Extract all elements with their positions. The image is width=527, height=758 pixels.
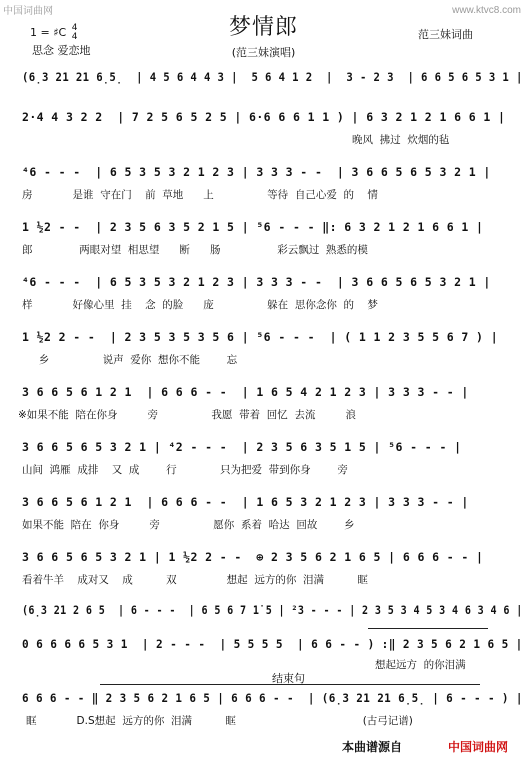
lyrics-line-10: 看着牛羊 成对又 成 双 想起 远方的你 泪满 眶 <box>22 574 368 586</box>
notation-line-1: (6̣3 21 21 6̣5̣ | 4 5 6 4 4 3 | 5 6 4 1 2 | 3 - 2 3 | 6 6 5 6 5 3 1 | <box>22 70 523 84</box>
lyrics-line-13: 眶 D.S想起 远方的你 泪满 眶 (古弓记谱) <box>26 715 413 727</box>
songwriter-credit: 范三妹词曲 <box>418 28 473 41</box>
lyrics-line-12: 想起远方 的你泪满 <box>375 659 466 671</box>
footer-site-link[interactable]: 中国词曲网 <box>448 740 509 754</box>
footer-source-label: 本曲谱源自 <box>342 740 403 754</box>
volta-bracket <box>368 628 488 629</box>
lyrics-line-9: 如果不能 陪在 你身 旁 愿你 系着 哈达 回故 乡 <box>22 519 355 531</box>
lyrics-line-4: 郎 两眼对望 相思望 断 肠 彩云飘过 熟悉的模 <box>22 244 368 256</box>
time-top: 4 <box>71 23 78 33</box>
watermark-right: www.ktvc8.com <box>452 5 521 16</box>
notation-line-7: 3 6 6 5 6 1 2 1 | 6 6 6 - - | 1 6 5 4 2 1 2 3 | 3 3 3 - - | <box>22 385 469 399</box>
notation-line-11: (6̣3 21 2 6 5 | 6 - - - | 6 5 6 7 1̇ 5 | ²3 - - - | 2 3 5 3 4 5 3 4 6 3 4 6 | <box>22 603 523 617</box>
mood-marking: 思念 爱恋地 <box>32 44 91 57</box>
time-bottom: 4 <box>71 32 78 42</box>
notation-line-13: 6 6 6 - - ‖ 2 3 5 6 2 1 6 5 | 6 6 6 - - | (6̣3 21 21 6̣5̣ | 6 - - - ) | <box>22 691 523 705</box>
notation-line-4: 1 ½2 - - | 2 3 5 6 3 5 2 1 5 | ⁵6 - - - ‖: 6 3 2 1 2 1 6 6 1 | <box>22 220 484 234</box>
notation-line-3: ⁴6 - - - | 6 5 3 5 3 2 1 2 3 | 3 3 3 - - | 3 6 6 5 6 5 3 2 1 | <box>22 165 491 179</box>
notation-line-12: 0 6 6 6 6 5 3 1 | 2 - - - | 5 5 5 5 | 6 6 - - ) :‖ 2 3 5 6 2 1 6 5 | <box>22 637 523 651</box>
notation-line-10: 3 6 6 5 6 5 3 2 1 | 1 ½2 2 - - ⊕ 2 3 5 6 2 1 6 5 | 6 6 6 - - | <box>22 550 484 564</box>
key-text: 1 = ♯C <box>30 26 67 39</box>
notation-line-5: ⁴6 - - - | 6 5 3 5 3 2 1 2 3 | 3 3 3 - - | 3 6 6 5 6 5 3 2 1 | <box>22 275 491 289</box>
lyrics-line-5: 样 好像心里 挂 念 的脸 庞 躲在 思你念你 的 梦 <box>22 299 378 311</box>
song-title: 梦情郎 <box>228 15 298 40</box>
watermark-left: 中国词曲网 <box>3 6 53 17</box>
notation-line-2: 2·4 4 3 2 2 | 7 2 5 6 5 2 5 | 6·6 6 6 1 1 ) | 6 3 2 1 2 1 6 6 1 | <box>22 110 506 124</box>
lyrics-line-8: 山间 鸿雁 成排 又 成 行 只为把爱 带到你身 旁 <box>22 464 348 476</box>
song-subtitle: (范三妹演唱) <box>231 46 296 59</box>
lyrics-line-6: 乡 说声 爱你 想你不能 忘 <box>22 354 238 366</box>
notation-line-9: 3 6 6 5 6 1 2 1 | 6 6 6 - - | 1 6 5 3 2 1 2 3 | 3 3 3 - - | <box>22 495 469 509</box>
lyrics-line-2: 晚风 拂过 炊烟的毡 <box>352 134 450 146</box>
lyrics-line-3: 房 是谁 守在门 前 草地 上 等待 自己心爱 的 情 <box>22 189 378 201</box>
notation-line-8: 3 6 6 5 6 5 3 2 1 | ⁴2 - - - | 2 3 5 6 3 5 1 5 | ⁵6 - - - | <box>22 440 462 454</box>
lyrics-line-7: ※如果不能 陪在你身 旁 我愿 带着 回忆 去流 浪 <box>18 409 356 421</box>
notation-line-6: 1 ½2 2 - - | 2 3 5 3 5 3 5 6 | ⁵6 - - - | ( 1 1 2 3 5 5 6 7 ) | <box>22 330 499 344</box>
ending-bracket <box>100 684 480 685</box>
coda-ending-label: 结束句 <box>272 672 305 685</box>
